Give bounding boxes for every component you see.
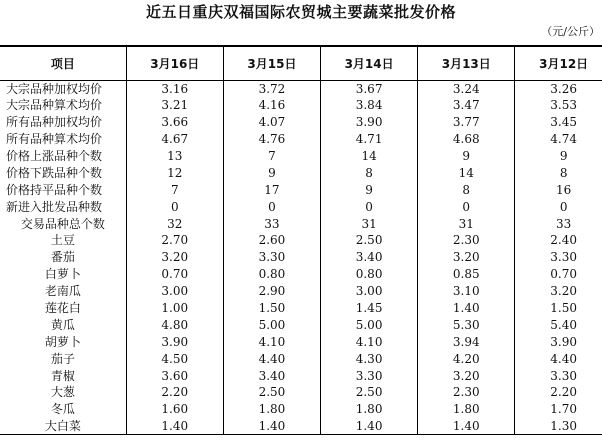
table-cell: 17	[223, 181, 320, 198]
table-cell: 3.20	[418, 249, 515, 266]
table-cell: 3.90	[515, 333, 602, 350]
table-cell: 4.16	[223, 97, 320, 114]
table-cell: 4.30	[321, 350, 418, 367]
table-cell: 3.10	[418, 283, 515, 300]
table-cell: 8	[515, 164, 602, 181]
table-cell: 0.80	[321, 266, 418, 283]
table-cell: 1.80	[321, 401, 418, 418]
table-cell: 0	[126, 198, 223, 215]
table-cell: 3.26	[515, 80, 602, 97]
column-header-date: 3月13日	[418, 46, 515, 80]
row-label: 茄子	[50, 351, 75, 366]
table-cell: 13	[126, 148, 223, 165]
table-row	[0, 384, 602, 401]
table-cell: 1.40	[418, 300, 515, 317]
row-label: 大宗品种算术均价	[6, 98, 103, 113]
table-cell: 0	[515, 198, 602, 215]
table-cell: 3.20	[126, 249, 223, 266]
table-cell: 3.77	[418, 114, 515, 131]
table-cell: 1.60	[126, 401, 223, 418]
table-row	[0, 283, 602, 300]
table-row	[0, 148, 602, 165]
table-row	[0, 401, 602, 418]
row-label: 新进入批发品种数	[6, 199, 103, 214]
table-row	[0, 114, 602, 131]
table-cell: 4.68	[418, 131, 515, 148]
table-row	[0, 418, 602, 435]
table-cell: 32	[126, 215, 223, 232]
table-cell: 3.90	[126, 333, 223, 350]
table-cell: 3.94	[418, 333, 515, 350]
table-cell: 4.40	[223, 350, 320, 367]
table-cell: 4.20	[418, 350, 515, 367]
table-row	[0, 300, 602, 317]
row-label: 价格下跌品种个数	[6, 165, 103, 180]
column-header-date: 3月14日	[321, 46, 418, 80]
table-cell: 5.40	[515, 316, 602, 333]
table-cell: 2.90	[223, 283, 320, 300]
table-cell: 7	[223, 148, 320, 165]
table-cell: 3.66	[126, 114, 223, 131]
row-label: 白萝卜	[44, 267, 81, 282]
table-row	[0, 164, 602, 181]
table-row	[0, 80, 602, 97]
table-cell: 4.74	[515, 131, 602, 148]
row-label: 所有品种算术均价	[6, 132, 103, 147]
table-cell: 12	[126, 164, 223, 181]
table-cell: 4.67	[126, 131, 223, 148]
table-row	[0, 181, 602, 198]
table-cell: 1.40	[126, 418, 223, 435]
table-cell: 2.50	[223, 384, 320, 401]
table-cell: 3.00	[321, 283, 418, 300]
table-row	[0, 266, 602, 283]
table-cell: 33	[515, 215, 602, 232]
table-row	[0, 316, 602, 333]
table-cell: 1.00	[126, 300, 223, 317]
table-body	[0, 80, 602, 435]
table-cell: 4.10	[223, 333, 320, 350]
price-table	[0, 45, 602, 435]
table-cell: 3.72	[223, 80, 320, 97]
unit-label: （元/公斤）	[541, 25, 600, 38]
table-cell: 2.60	[223, 232, 320, 249]
row-label: 老南瓜	[44, 284, 81, 299]
table-cell: 3.24	[418, 80, 515, 97]
table-cell: 1.80	[223, 401, 320, 418]
table-cell: 3.30	[223, 249, 320, 266]
row-label: 番茄	[50, 250, 75, 265]
table-cell: 0.85	[418, 266, 515, 283]
row-label: 黄瓜	[50, 317, 75, 332]
table-cell: 2.20	[126, 384, 223, 401]
table-cell: 2.30	[418, 232, 515, 249]
page-title: 近五日重庆双福国际农贸城主要蔬菜批发价格	[145, 3, 456, 21]
table-row	[0, 198, 602, 215]
row-label: 土豆	[50, 233, 75, 248]
table-cell: 7	[126, 181, 223, 198]
table-cell: 3.90	[321, 114, 418, 131]
column-header-date: 3月15日	[223, 46, 320, 80]
table-cell: 9	[223, 164, 320, 181]
table-row	[0, 131, 602, 148]
table-row	[0, 367, 602, 384]
table-cell: 3.45	[515, 114, 602, 131]
table-cell: 3.47	[418, 97, 515, 114]
row-label: 所有品种加权均价	[6, 115, 103, 130]
row-label: 青椒	[50, 368, 75, 383]
table-cell: 16	[515, 181, 602, 198]
table-cell: 33	[223, 215, 320, 232]
table-cell: 1.40	[223, 418, 320, 435]
table-cell: 9	[515, 148, 602, 165]
table-cell: 4.71	[321, 131, 418, 148]
table-cell: 3.53	[515, 97, 602, 114]
table-row	[0, 249, 602, 266]
table-cell: 4.40	[515, 350, 602, 367]
table-header-row	[0, 46, 602, 80]
row-label: 价格上涨品种个数	[6, 149, 103, 163]
column-header-date: 3月12日	[515, 46, 602, 80]
table-cell: 1.80	[418, 401, 515, 418]
table-cell: 5.00	[321, 316, 418, 333]
table-cell: 3.00	[126, 283, 223, 300]
table-cell: 2.30	[418, 384, 515, 401]
table-cell: 3.20	[418, 367, 515, 384]
table-cell: 8	[321, 164, 418, 181]
table-cell: 4.80	[126, 316, 223, 333]
table-cell: 2.50	[321, 384, 418, 401]
table-cell: 3.40	[223, 367, 320, 384]
table-cell: 3.30	[515, 249, 602, 266]
table-cell: 8	[418, 181, 515, 198]
table-cell: 0	[223, 198, 320, 215]
table-cell: 1.40	[418, 418, 515, 435]
table-cell: 31	[418, 215, 515, 232]
row-label: 大宗品种加权均价	[6, 81, 103, 96]
row-label: 大葱	[50, 385, 75, 400]
table-cell: 0	[418, 198, 515, 215]
table-cell: 1.45	[321, 300, 418, 317]
table-cell: 5.00	[223, 316, 320, 333]
table-cell: 9	[418, 148, 515, 165]
table-cell: 3.84	[321, 97, 418, 114]
table-cell: 3.30	[515, 367, 602, 384]
table-cell: 3.30	[321, 367, 418, 384]
table-cell: 2.40	[515, 232, 602, 249]
table-cell: 0.70	[126, 266, 223, 283]
table-cell: 2.70	[126, 232, 223, 249]
row-label: 价格持平品种个数	[6, 182, 103, 197]
table-cell: 4.50	[126, 350, 223, 367]
table-row	[0, 350, 602, 367]
table-cell: 14	[418, 164, 515, 181]
row-label: 莲花白	[44, 301, 81, 316]
table-cell: 5.30	[418, 316, 515, 333]
table-cell: 1.70	[515, 401, 602, 418]
table-cell: 1.50	[223, 300, 320, 317]
column-header-item: 项目	[50, 56, 75, 71]
row-label: 大白菜	[44, 419, 81, 433]
table-cell: 3.21	[126, 97, 223, 114]
table-cell: 0.80	[223, 266, 320, 283]
table-cell: 1.30	[515, 418, 602, 435]
table-cell: 3.16	[126, 80, 223, 97]
table-row	[0, 215, 602, 232]
row-label: 交易品种总个数	[20, 216, 105, 231]
table-row	[0, 232, 602, 249]
row-label: 胡萝卜	[44, 334, 81, 349]
table-cell: 2.20	[515, 384, 602, 401]
table-cell: 1.50	[515, 300, 602, 317]
table-cell: 14	[321, 148, 418, 165]
table-cell: 1.40	[321, 418, 418, 435]
column-header-date: 3月16日	[126, 46, 223, 80]
table-cell: 3.67	[321, 80, 418, 97]
table-cell: 4.10	[321, 333, 418, 350]
table-cell: 4.07	[223, 114, 320, 131]
table-row	[0, 97, 602, 114]
table-cell: 9	[321, 181, 418, 198]
table-cell: 31	[321, 215, 418, 232]
row-label: 冬瓜	[50, 402, 75, 417]
table-cell: 2.50	[321, 232, 418, 249]
table-cell: 0.70	[515, 266, 602, 283]
table-cell: 3.60	[126, 367, 223, 384]
table-cell: 3.20	[515, 283, 602, 300]
table-cell: 0	[321, 198, 418, 215]
table-cell: 4.76	[223, 131, 320, 148]
table-cell: 3.40	[321, 249, 418, 266]
table-row	[0, 333, 602, 350]
